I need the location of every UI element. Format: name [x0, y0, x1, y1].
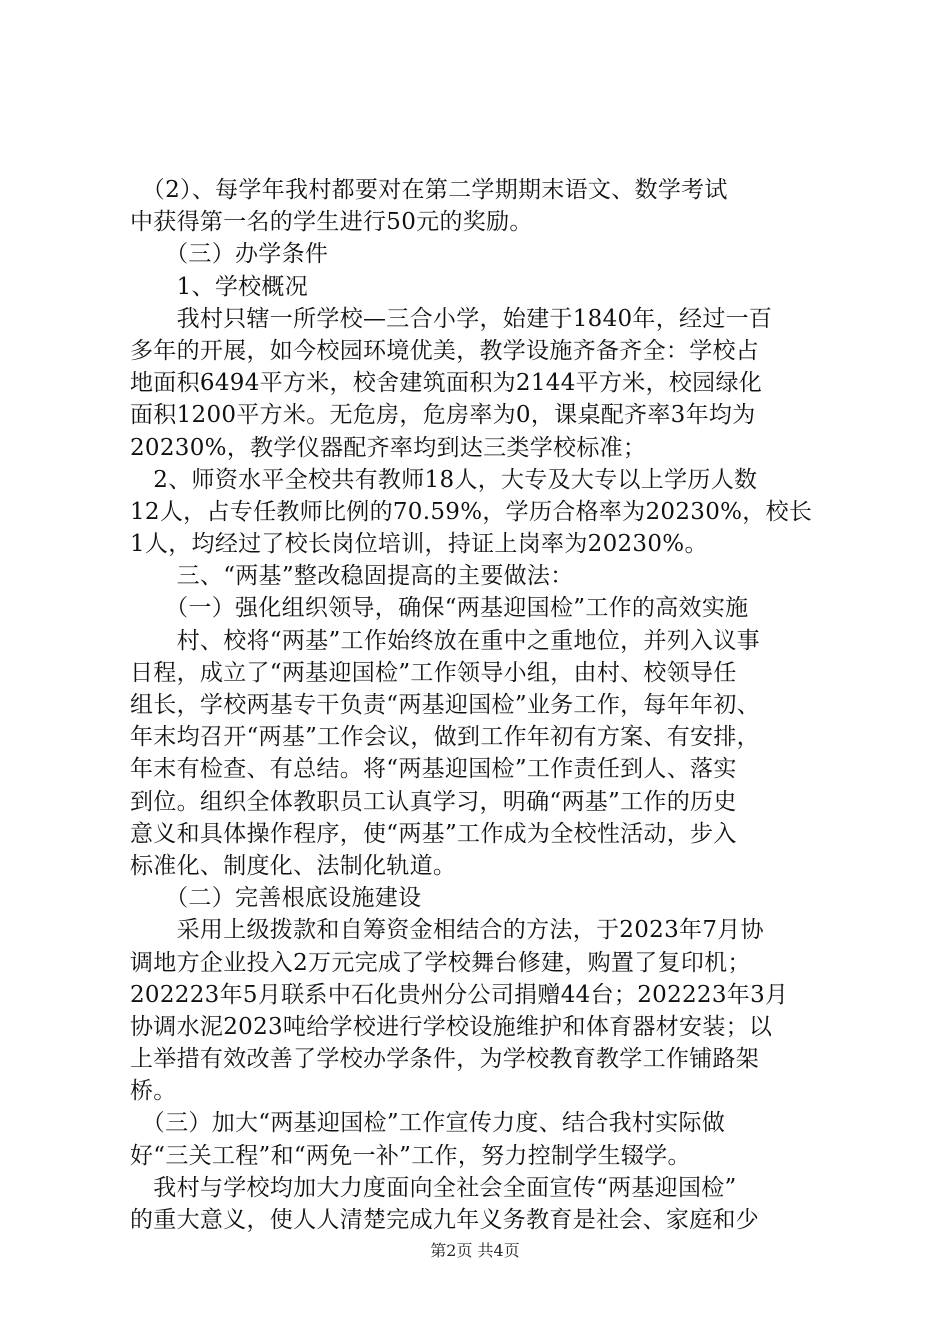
text-line: 调地方企业投入2万元完成了学校舞台修建，购置了复印机； — [130, 949, 751, 976]
text-line: 202223年5月联系中石化贵州分公司捐赠44台；202223年3月 — [130, 981, 789, 1008]
text-line: 采用上级拨款和自筹资金相结合的方法，于2023年7月协 — [130, 917, 764, 944]
text-line: 12人，占专任教师比例的70.59%，学历合格率为20230%，校长 — [130, 498, 813, 525]
text-line: 三、“两基”整改稳固提高的主要做法： — [130, 563, 574, 590]
text-line: 村、校将“两基”工作始终放在重中之重地位，并列入议事 — [130, 627, 760, 654]
text-line: 上举措有效改善了学校办学条件，为学校教育教学工作铺路架 — [130, 1046, 760, 1073]
text-line: 我村只辖一所学校—三合小学，始建于1840年，经过一百 — [130, 305, 773, 332]
text-line: 地面积6494平方米，校舍建筑面积为2144平方米，校园绿化 — [130, 370, 763, 397]
text-line: （二）完善根底设施建设 — [130, 885, 422, 912]
text-line: 1、学校概况 — [130, 273, 309, 300]
text-line: （一）强化组织领导，确保“两基迎国检”工作的高效实施 — [130, 595, 749, 622]
text-line: 面积1200平方米。无危房，危房率为0，课桌配齐率3年均为 — [130, 402, 756, 429]
text-line: 组长，学校两基专干负责“两基迎国检”业务工作，每年年初、 — [130, 692, 760, 718]
text-line: （三）办学条件 — [130, 241, 329, 268]
text-line: 中获得第一名的学生进行50元的奖励。 — [130, 209, 533, 236]
text-line: 协调水泥2023吨给学校进行学校设施维护和体育器材安装；以 — [130, 1013, 773, 1040]
text-line: 桥。 — [130, 1078, 177, 1105]
text-line: 标准化、制度化、法制化轨道。 — [130, 852, 457, 879]
text-line: 意义和具体操作程序，使“两基”工作成为全校性活动，步入 — [130, 820, 737, 847]
page-footer: 第2页 共4页 — [430, 1241, 520, 1260]
text-line: 2、师资水平全校共有教师18人，大专及大专以上学历人数 — [130, 466, 758, 493]
text-line: 20230%，教学仪器配齐率均到达三类学校标准； — [130, 434, 647, 461]
text-line: 日程，成立了“两基迎国检”工作领导小组，由村、校领导任 — [130, 659, 737, 686]
document-body — [130, 174, 830, 1236]
text-line: 到位。组织全体教职员工认真学习，明确“两基”工作的历史 — [130, 788, 737, 815]
text-line: （三）加大“两基迎国检”工作宣传力度、结合我村实际做 — [130, 1110, 726, 1137]
text-line: 的重大意义，使人人清楚完成九年义务教育是社会、家庭和少 — [130, 1207, 760, 1233]
text-line: （2）、每学年我村都要对在第二学期期末语文、数学考试 — [130, 177, 728, 203]
text-line: 多年的开展，如今校园环境优美，教学设施齐备齐全：学校占 — [130, 337, 760, 364]
text-line: 年末有检查、有总结。将“两基迎国检”工作责任到人、落实 — [130, 756, 737, 783]
text-line: 我村与学校均加大力度面向全社会全面宣传“两基迎国检” — [130, 1174, 737, 1201]
text-line: 1人，均经过了校长岗位培训，持证上岗率为20230%。 — [130, 531, 708, 558]
text-line: 好“三关工程”和“两免一补”工作，努力控制学生辍学。 — [130, 1142, 691, 1169]
text-line: 年末均召开“两基”工作会议，做到工作年初有方案、有安排， — [130, 724, 760, 751]
